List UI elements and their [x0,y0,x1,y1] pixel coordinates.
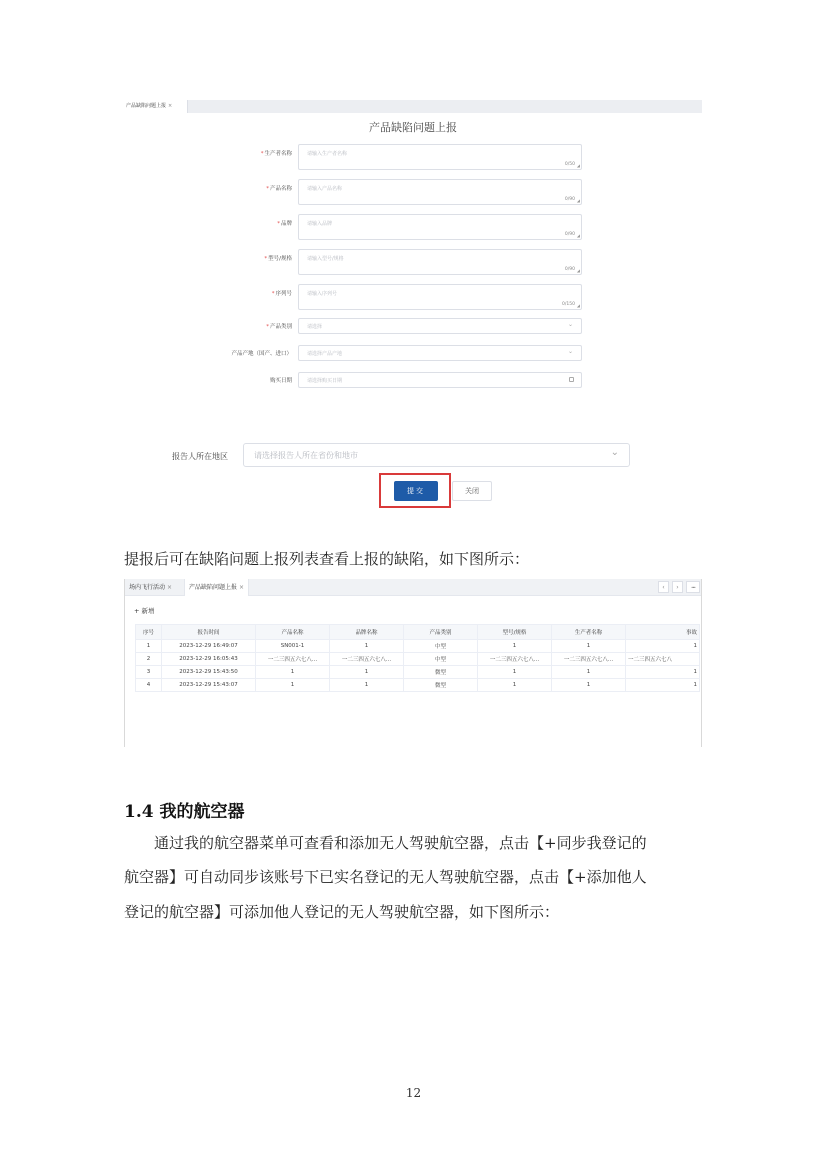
table-cell: 1 [330,666,404,679]
required-mark: * [260,151,264,157]
select-placeholder: 请选择报告人所在省份和地市 [254,451,358,460]
table-cell: 1 [552,679,626,692]
list-tab-bar [125,579,702,596]
table-cell: 1 [478,666,552,679]
table-header-row [136,625,700,640]
table-cell: 2023-12-29 16:05:43 [162,653,256,666]
close-icon[interactable]: × [239,584,245,591]
field-label: *产品类别 [266,324,292,330]
table-cell: SN001-1 [256,640,330,653]
column-header[interactable]: 事故 [626,625,700,640]
table-cell: 1 [136,640,162,653]
input-placeholder: 请输入型号/规格 [307,256,344,262]
field-label: *品牌 [277,221,292,227]
field-label: 购买日期 [269,378,292,384]
field-label: *产品名称 [266,186,292,192]
serial-input[interactable] [298,284,582,310]
table-row[interactable] [136,640,700,653]
table-cell: 一二三四五六七八... [552,653,626,666]
paragraph-line: 通过我的航空器菜单可查看和添加无人驾驶航空器，点击【+同步我登记的 [124,834,647,852]
field-label: *型号/规格 [264,256,292,262]
tab-flight-activity[interactable] [125,579,176,596]
close-button[interactable]: 关闭 [452,481,492,501]
input-placeholder: 请输入序列号 [307,291,338,297]
model-input[interactable] [298,249,582,275]
field-label: *序列号 [271,291,292,297]
input-placeholder: 请输入产品名称 [307,186,343,192]
report-form-screenshot [124,100,702,515]
table-cell: 一二三四五六七八 [626,653,700,666]
table-cell: 一二三四五六七八... [330,653,404,666]
table-cell: 1 [626,666,700,679]
scroll-left-button[interactable]: ‹ [658,581,669,593]
field-label: *生产者名称 [260,151,292,157]
date-placeholder: 请选择购买日期 [307,378,343,384]
table-cell: 1 [256,679,330,692]
add-button[interactable]: + 新增 [134,607,155,615]
input-placeholder: 请输入生产者名称 [307,151,348,157]
purchase-date-picker[interactable] [298,372,582,388]
table-cell: 微型 [404,666,478,679]
field-label: 产品产地（国产、进口） [231,351,292,357]
calendar-icon [569,377,574,382]
chevron-down-icon: ⌄ [610,447,619,458]
resize-handle-icon[interactable]: ◢ [576,163,580,168]
resize-handle-icon[interactable]: ◢ [576,233,580,238]
resize-handle-icon[interactable]: ◢ [576,303,580,308]
tab-label: 产品缺陷问题上报 [126,103,167,109]
product-name-input[interactable] [298,179,582,205]
defect-list-screenshot [124,579,702,747]
required-mark: * [266,186,269,192]
char-counter: 0/90 [564,232,575,237]
brand-input[interactable] [298,214,582,240]
table-row[interactable] [136,679,700,692]
resize-handle-icon[interactable]: ◢ [576,198,580,203]
resize-handle-icon[interactable]: ◢ [576,268,580,273]
table-cell: 4 [136,679,162,692]
char-counter: 0/150 [562,302,575,307]
paragraph-line: 登记的航空器】可添加他人登记的无人驾驶航空器，如下图所示： [124,903,560,921]
region-label: 报告人所在地区 [172,452,228,461]
more-icon[interactable]: ••• [686,581,700,593]
table-cell: 1 [552,640,626,653]
column-header[interactable]: 产品类别 [404,625,478,640]
column-header[interactable]: 报告时间 [162,625,256,640]
table-cell: 2 [136,653,162,666]
section-heading: 1.4 我的航空器 [124,802,245,822]
table-cell: 中型 [404,653,478,666]
table-cell: 2023-12-29 15:43:50 [162,666,256,679]
char-counter: 0/90 [564,197,575,202]
select-placeholder: 请选择产品产地 [307,351,343,357]
table-cell: 1 [330,640,404,653]
table-row[interactable] [136,666,700,679]
required-mark: * [271,291,275,297]
table-cell: 2023-12-29 15:43:07 [162,679,256,692]
char-counter: 0/90 [564,267,575,272]
table-cell: 一二三四五六七八... [256,653,330,666]
table-cell: 中型 [404,640,478,653]
table-cell: 3 [136,666,162,679]
submit-button[interactable]: 提交 [394,481,438,501]
scroll-right-button[interactable]: › [672,581,683,593]
tab-defect-report[interactable] [184,579,249,596]
table-cell: 1 [552,666,626,679]
page-number: 12 [405,1086,422,1100]
form-title: 产品缺陷问题上报 [369,121,457,134]
char-counter: 0/50 [564,162,575,167]
column-header[interactable]: 产品名称 [256,625,330,640]
form-tab-bar [124,100,702,113]
paragraph-list-intro: 提报后可在缺陷问题上报列表查看上报的缺陷，如下图所示： [124,550,530,568]
manufacturer-input[interactable] [298,144,582,170]
chevron-down-icon: ⌄ [567,321,573,328]
tab-label: 产品缺陷问题上报 [189,584,238,591]
tab-defect-report[interactable] [124,100,188,113]
table-cell: 1 [626,640,700,653]
table-cell: 1 [478,679,552,692]
close-icon[interactable]: × [167,584,173,591]
table-cell: 1 [256,666,330,679]
column-header[interactable]: 生产者名称 [552,625,626,640]
table-cell: 1 [478,640,552,653]
required-mark: * [264,256,268,262]
table-cell: 微型 [404,679,478,692]
column-header[interactable]: 品牌名称 [330,625,404,640]
tab-label: 场内飞行活动 [129,584,166,591]
input-placeholder: 请输入品牌 [307,221,333,227]
column-header[interactable]: 型号/规格 [478,625,552,640]
defect-table [135,624,700,692]
select-placeholder: 请选择 [307,324,323,330]
close-icon[interactable]: × [168,103,173,109]
chevron-down-icon: ⌄ [567,348,573,355]
column-header[interactable]: 序号 [136,625,162,640]
table-cell: 1 [330,679,404,692]
origin-select[interactable] [298,345,582,361]
table-cell: 2023-12-29 16:49:07 [162,640,256,653]
required-mark: * [266,324,269,330]
paragraph-line: 航空器】可自动同步该账号下已实名登记的无人驾驶航空器，点击【+添加他人 [124,868,647,886]
region-select[interactable] [243,443,630,467]
required-mark: * [277,221,280,227]
table-row[interactable] [136,653,700,666]
table-cell: 1 [626,679,700,692]
table-cell: 一二三四五六七八... [478,653,552,666]
category-select[interactable] [298,318,582,334]
